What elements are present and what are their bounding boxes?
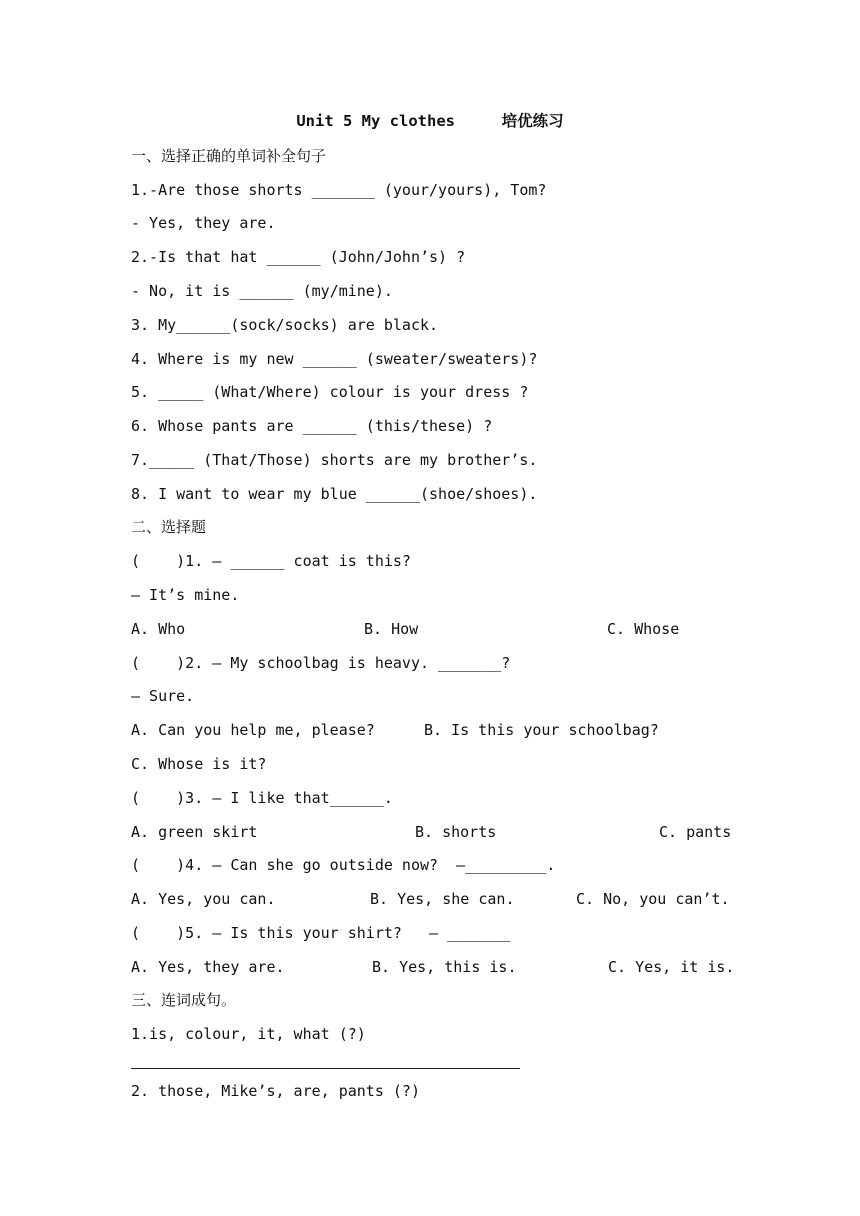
- s1-line-2: - Yes, they are.: [131, 214, 276, 232]
- q4-stem: ( )4. — Can she go outside now? —_________.: [131, 856, 556, 874]
- s1-line-9: 7._____ (That/Those) shorts are my brother’s.: [131, 451, 538, 469]
- s1-line-7: 5. _____ (What/Where) colour is your dress ?: [131, 383, 529, 401]
- q4-option-c: C. No, you can’t.: [576, 890, 730, 908]
- q4-option-a: A. Yes, you can.: [131, 890, 276, 908]
- q2-reply: — Sure.: [131, 687, 195, 705]
- q3-stem: ( )3. — I like that______.: [131, 789, 393, 807]
- section1-heading: 一、选择正确的单词补全句子: [131, 147, 327, 165]
- q3-option-a: A. green skirt: [131, 823, 258, 841]
- section3-heading: 三、连词成句。: [131, 991, 237, 1009]
- q1-option-b: B. How: [364, 620, 419, 638]
- q3-option-c: C. pants: [659, 823, 732, 841]
- q2-option-a: A. Can you help me, please?: [131, 721, 375, 739]
- answer-line: [131, 1068, 520, 1069]
- s3-item-1: 1.is, colour, it, what (?): [131, 1025, 366, 1043]
- q2-option-b: B. Is this your schoolbag?: [424, 721, 659, 739]
- q1-reply: — It’s mine.: [131, 586, 240, 604]
- s1-line-10: 8. I want to wear my blue ______(shoe/shoes).: [131, 485, 538, 503]
- s1-line-1: 1.-Are those shorts _______ (your/yours), Tom?: [131, 181, 547, 199]
- q5-option-a: A. Yes, they are.: [131, 958, 285, 976]
- q1-option-a: A. Who: [131, 620, 186, 638]
- q5-stem: ( )5. — Is this your shirt? — _______: [131, 924, 511, 942]
- page-title: Unit 5 My clothes 培优练习: [296, 112, 564, 130]
- q2-stem: ( )2. — My schoolbag is heavy. _______?: [131, 654, 511, 672]
- q5-option-b: B. Yes, this is.: [372, 958, 517, 976]
- s1-line-8: 6. Whose pants are ______ (this/these) ?: [131, 417, 493, 435]
- q1-option-c: C. Whose: [607, 620, 680, 638]
- q5-option-c: C. Yes, it is.: [608, 958, 735, 976]
- q3-option-b: B. shorts: [415, 823, 497, 841]
- q1-stem: ( )1. — ______ coat is this?: [131, 552, 411, 570]
- s1-line-6: 4. Where is my new ______ (sweater/sweaters)?: [131, 350, 538, 368]
- q4-option-b: B. Yes, she can.: [370, 890, 515, 908]
- s1-line-5: 3. My______(sock/socks) are black.: [131, 316, 439, 334]
- section2-heading: 二、选择题: [131, 518, 207, 536]
- q2-option-c: C. Whose is it?: [131, 755, 267, 773]
- s1-line-3: 2.-Is that hat ______ (John/John’s) ?: [131, 248, 466, 266]
- s1-line-4: - No, it is ______ (my/mine).: [131, 282, 393, 300]
- s3-item-2: 2. those, Mike’s, are, pants (?): [131, 1082, 420, 1100]
